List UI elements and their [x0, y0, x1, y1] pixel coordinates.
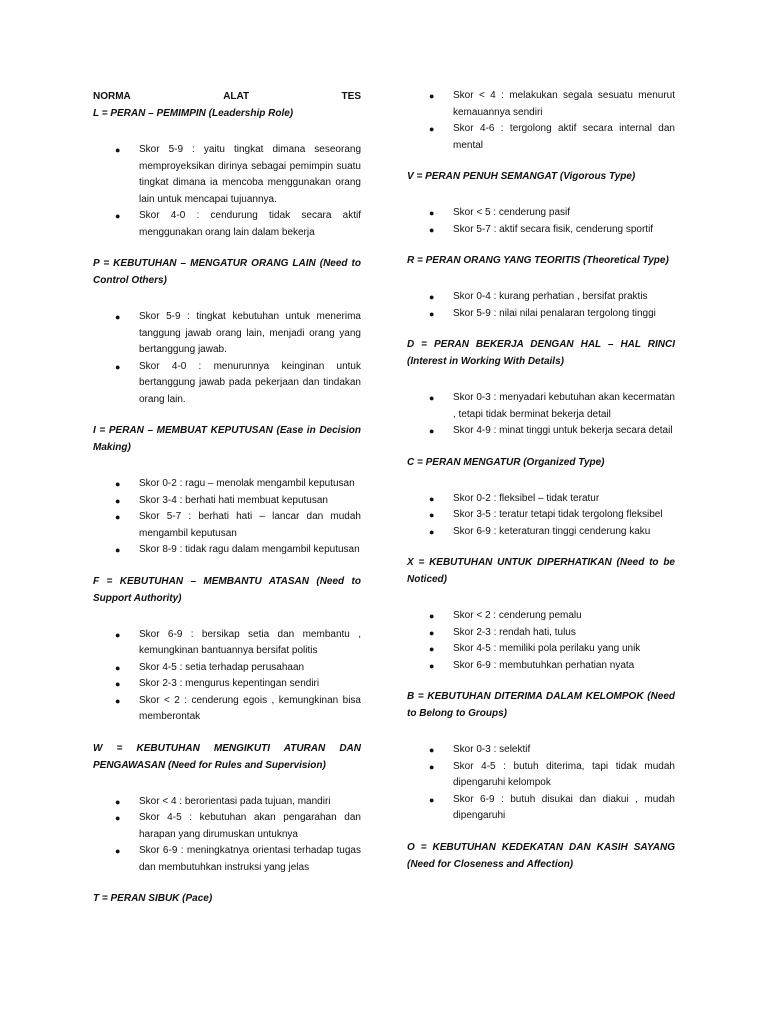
list-item-text: Skor 0-3 : selektif [453, 744, 531, 755]
bullet-icon: ● [115, 679, 121, 689]
list-item [407, 289, 675, 306]
bullet-icon: ● [429, 224, 435, 235]
section-heading: V = PERAN PENUH SEMANGAT (Vigorous Type) [407, 171, 636, 182]
list-item [407, 742, 675, 759]
continued-list [407, 88, 675, 154]
bullet-icon: ● [115, 662, 121, 673]
list-item [407, 792, 675, 825]
list-item-text: Skor 0-2 : fleksibel – tidak teratur [453, 492, 600, 504]
section-heading: W = KEBUTUHAN MENGIKUTI ATURAN DAN PENGAWASAN (Need for Rules and Supervision) [93, 742, 361, 771]
list-item [407, 759, 675, 792]
list-item-text: Skor 5-7 : berhati hati – lancar dan mudah mengambil keputusan [139, 511, 361, 539]
list-item-text: Skor 4-5 : butuh diterima, tapi tidak mudah dipengaruhi kelompok [453, 760, 675, 788]
bullet-icon: ● [429, 393, 435, 403]
list-item [93, 476, 361, 493]
section-heading: I = PERAN – MEMBUAT KEPUTUSAN (Ease in Decision Making) [93, 425, 361, 453]
bullet-icon: ● [429, 660, 435, 671]
bullet-icon: ● [429, 208, 435, 218]
list-item-text: Skor 0-3 : menyadari kebutuhan akan kecermatan , tetapi tidak berminat bekerja detail [453, 392, 675, 420]
title-word-alat: ALAT [223, 91, 250, 102]
list-item [407, 306, 675, 323]
list-item [93, 142, 361, 208]
list-item-text: Skor 6-9 : butuh disukai dan diakui , mudah dipengaruhi [453, 793, 675, 821]
section-heading: T = PERAN SIBUK (Pace) [93, 893, 213, 904]
right-sections [407, 154, 675, 873]
bullet-icon: ● [429, 426, 435, 436]
score-list [93, 627, 361, 726]
bullet-icon: ● [429, 510, 435, 520]
list-item-text: Skor 5-9 : tingkat kebutuhan untuk menerima tanggung jawab orang lain, menjadi orang yang bertanggung jawab. [139, 311, 361, 355]
bullet-icon: ● [429, 308, 435, 319]
list-item [407, 507, 675, 524]
list-item-text: Skor 6-9 : keteraturan tinggi cenderung kaku [453, 525, 651, 537]
list-item-text: Skor 4-5 : memiliki pola perilaku yang unik [453, 643, 641, 654]
bullet-icon: ● [115, 495, 121, 506]
list-item-text: Skor 4-0 : menurunnya keinginan untuk bertanggung jawab pada pekerjaan dan tindakan orang lain. [139, 360, 361, 405]
list-item [407, 205, 675, 222]
list-item [93, 660, 361, 677]
list-item-text: Skor 4-9 : minat tinggi untuk bekerja secara detail [453, 425, 673, 436]
list-item-text: Skor 2-3 : mengurus kepentingan sendiri [139, 678, 320, 689]
list-item-text: Skor < 2 : cenderung pemalu [453, 610, 582, 621]
section-heading: X = KEBUTUHAN UNTUK DIPERHATIKAN (Need to be Noticed) [407, 557, 675, 585]
score-list [93, 476, 361, 559]
bullet-icon: ● [115, 846, 121, 856]
list-item-text: Skor 6-9 : meningkatnya orientasi terhadap tugas dan membutuhkan instruksi yang jelas [139, 845, 361, 873]
list-item [93, 810, 361, 843]
section-heading: F = KEBUTUHAN – MEMBANTU ATASAN (Need to Support Authority) [93, 575, 361, 604]
bullet-icon: ● [429, 611, 435, 621]
score-list [407, 289, 675, 322]
document-title [93, 88, 361, 105]
section-heading: B = KEBUTUHAN DITERIMA DALAM KELOMPOK (Need to Belong to Groups) [407, 691, 675, 719]
section-heading: C = PERAN MENGATUR (Organized Type) [407, 456, 605, 468]
bullet-icon: ● [115, 512, 121, 522]
score-list [407, 742, 675, 825]
bullet-icon: ● [429, 493, 435, 504]
list-item [93, 309, 361, 359]
bullet-icon: ● [115, 813, 121, 823]
list-item [407, 88, 675, 121]
list-item [93, 676, 361, 693]
list-item [407, 423, 675, 440]
bullet-icon: ● [115, 796, 121, 807]
bullet-icon: ● [115, 145, 121, 155]
list-item [407, 491, 675, 508]
list-item [93, 794, 361, 811]
score-list [93, 794, 361, 877]
list-item-text: Skor 4-5 : setia terhadap perusahaan [139, 661, 305, 673]
section-heading: O = KEBUTUHAN KEDEKATAN DAN KASIH SAYANG (Need for Closeness and Affection) [407, 841, 675, 870]
left-sections [93, 105, 361, 907]
list-item-text: Skor 5-7 : aktif secara fisik, cenderung sportif [453, 223, 654, 235]
list-item [407, 658, 675, 675]
list-item-text: Skor < 4 : melakukan segala sesuatu menurut kemauannya sendiri [453, 90, 675, 118]
bullet-icon: ● [429, 627, 435, 638]
list-item [93, 542, 361, 559]
title-word-tes: TES [341, 91, 361, 102]
list-item-text: Skor 4-6 : tergolong aktif secara internal dan mental [453, 123, 675, 151]
list-item-text: Skor 8-9 : tidak ragu dalam mengambil keputusan [139, 544, 360, 555]
bullet-icon: ● [429, 526, 435, 537]
section-heading: L = PERAN – PEMIMPIN (Leadership Role) [93, 108, 294, 119]
list-item [93, 208, 361, 241]
list-item-text: Skor 4-5 : kebutuhan akan pengarahan dan harapan yang dirumuskan untuknya [139, 812, 361, 840]
right-column [407, 88, 675, 873]
list-item-text: Skor 0-2 : ragu – menolak mengambil keputusan [139, 478, 355, 489]
score-list [93, 309, 361, 408]
list-item-text: Skor < 5 : cenderung pasif [453, 207, 571, 218]
list-item [93, 627, 361, 660]
list-item [93, 509, 361, 542]
list-item-text: Skor 5-9 : nilai nilai penalaran tergolong tinggi [453, 307, 656, 319]
list-item [407, 524, 675, 541]
bullet-icon: ● [115, 629, 121, 640]
title-word-norma: NORMA [93, 91, 131, 102]
list-item [407, 608, 675, 625]
bullet-icon: ● [429, 124, 435, 134]
bullet-icon: ● [115, 479, 121, 489]
left-column [93, 88, 361, 907]
score-list [93, 142, 361, 241]
score-list [407, 205, 675, 238]
list-item [407, 222, 675, 239]
list-item-text: Skor < 2 : cenderung egois , kemungkinan bisa memberontak [139, 694, 361, 722]
list-item-text: Skor 4-0 : cendurung tidak secara aktif menggunakan orang lain dalam bekerja [139, 210, 361, 238]
list-item-text: Skor 3-5 : teratur tetapi tidak tergolong fleksibel [453, 509, 663, 520]
bullet-icon: ● [115, 361, 121, 372]
bullet-icon: ● [429, 745, 435, 755]
bullet-icon: ● [429, 292, 435, 302]
bullet-icon: ● [429, 91, 435, 101]
list-item [407, 625, 675, 642]
list-item-text: Skor 5-9 : yaitu tingkat dimana seseorang memproyeksikan dirinya sebagai pemimpin suatu tingkat dimana ia mencoba menggunakan orang lain untuk mencapai tujuannya. [139, 144, 361, 205]
section-heading: D = PERAN BEKERJA DENGAN HAL – HAL RINCI (Interest in Working With Details) [407, 339, 675, 367]
list-item [93, 693, 361, 726]
bullet-icon: ● [115, 312, 121, 322]
list-item [93, 359, 361, 409]
bullet-icon: ● [115, 211, 121, 221]
list-item [407, 121, 675, 154]
list-item-text: Skor 6-9 : membutuhkan perhatian nyata [453, 659, 635, 671]
list-item [407, 390, 675, 423]
list-item [93, 493, 361, 510]
score-list [407, 390, 675, 440]
list-item [93, 843, 361, 876]
list-item-text: Skor 6-9 : bersikap setia dan membantu , kemungkinan bantuannya bersifat politis [139, 628, 361, 656]
bullet-icon: ● [115, 695, 121, 706]
score-list [407, 608, 675, 674]
bullet-icon: ● [429, 761, 435, 772]
bullet-icon: ● [429, 644, 435, 654]
list-item-text: Skor < 4 : berorientasi pada tujuan, mandiri [139, 795, 331, 807]
list-item-text: Skor 0-4 : kurang perhatian , bersifat praktis [453, 291, 648, 302]
section-heading: R = PERAN ORANG YANG TEORITIS (Theoretical Type) [407, 255, 669, 266]
list-item [407, 641, 675, 658]
section-heading: P = KEBUTUHAN – MENGATUR ORANG LAIN (Need to Control Others) [93, 258, 361, 286]
list-item-text: Skor 3-4 : berhati hati membuat keputusan [139, 494, 328, 506]
list-item-text: Skor 2-3 : rendah hati, tulus [453, 626, 576, 638]
bullet-icon: ● [429, 794, 435, 805]
bullet-icon: ● [115, 545, 121, 555]
score-list [407, 491, 675, 541]
